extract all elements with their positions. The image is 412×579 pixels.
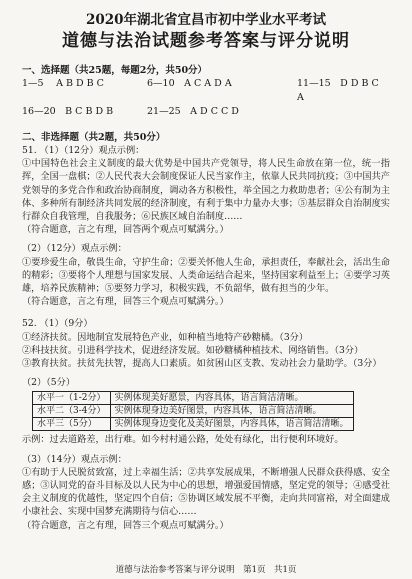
answer-row <box>22 77 390 105</box>
q51-2-note: （符合题意，言之有理，回答三个观点可赋满分。） <box>22 296 229 308</box>
criteria-cell: 实例体现身边变化及美好图景，内容具体，语言简洁清晰。 <box>110 418 353 431</box>
q52-3-answer: ①有助于人民脱贫致富，过上幸福生活；②共享发展成果，不断增强人民群众获得感、安全感；③认同党的奋斗目标及以人民为中心的思想，增强爱国情感，坚定党的领导；④感受社会主义制度的优越性，坚定四个自信；⑤协调区域发展不平衡，走向共同富裕，对全面建成小康社会、实现中国梦充满期待与信心…… <box>22 466 390 518</box>
q51-2-heading: （2）（12分）观点示例： <box>22 243 127 255</box>
answer-group: 11—15 D D B C A <box>297 78 379 103</box>
answer-row <box>22 105 390 119</box>
table-row <box>33 392 354 405</box>
table-row <box>33 418 354 431</box>
section1-heading: 一、选择题（共25题，每题2分，共50分） <box>22 65 208 76</box>
q52-1-heading: 52. （1）（9分） <box>22 318 93 330</box>
level-cell: 水平二（3-4分） <box>33 405 111 418</box>
q51-1-heading: 51. （1）（12分）观点示例： <box>22 145 145 156</box>
q51-1-answer: ①中国特色社会主义制度的最大优势是中国共产党领导，将人民生命放在第一位，统一指挥，全国一盘棋；②人民代表大会制度保证人民当家作主，依靠人民共同抗疫；③中国共产党领导的多党合作和政治协商制度，调动各方积极性，举全国之力救助患者；④公有制为主体、多种所有制经济共同发展的经济制度，有利于集中力量办大事；⑤基层群众自治制度实行群众自我管理，自我服务；⑥民族区域自治制度…… <box>22 158 390 223</box>
document-title: 道德与法治试题参考答案与评分说明 <box>62 31 350 51</box>
q52-1-point: ②科技扶贫。引进科学技术，促进经济发展。如砂糖橘种植技术、网络销售。（3分） <box>22 344 364 356</box>
q52-2-example: 示例：过去道路差，出行难。如今村村通公路，处处有绿化，出行便利环境好。 <box>22 434 344 446</box>
exam-title: 2020年湖北省宜昌市初中学业水平考试 <box>85 12 327 28</box>
answer-group <box>297 105 387 119</box>
q52-2-heading: （2）（5分） <box>22 377 76 389</box>
level-cell: 水平三（5分） <box>33 418 111 431</box>
section2-heading: 二、非选择题（共2题，共50分） <box>22 132 166 143</box>
table-row <box>33 405 354 418</box>
scoring-level-table <box>32 391 354 431</box>
answer-group: 16—20 B C B D B <box>22 106 114 117</box>
level-cell: 水平一（1-2分） <box>33 392 111 405</box>
page-footer: 道德与法治参考答案与评分说明 第1页 共1页 <box>115 565 297 575</box>
answer-group: 1—5 A B D B C <box>22 78 104 89</box>
q52-1-point: ①经济扶贫。因地制宜发展特色产业，如种植当地特产砂糖橘。（3分） <box>22 331 309 343</box>
answer-group: 6—10 A C A D A <box>147 78 232 89</box>
answer-group: 21—25 A D C C D <box>147 106 239 117</box>
q51-1-note: （符合题意，言之有理，回答两个观点可赋满分。） <box>22 224 229 236</box>
q52-1-point: ③教育扶贫。扶贫先扶智，提高人口素质。如贫困山区支教、发动社会力量助学。（3分） <box>22 358 382 370</box>
q52-3-note: （符合题意，言之有理，回答三个观点可赋满分。） <box>22 519 229 531</box>
criteria-cell: 实例体现身边美好图景，内容具体，语言简洁清晰。 <box>110 405 353 418</box>
q51-2-answer: ①要珍爱生命，敬畏生命，守护生命；②要关怀他人生命，承担责任，奉献社会，活出生命的精彩；③要将个人理想与国家发展、人类命运结合起来，坚持国家利益至上；④要学习英雄，培养民族精神；⑤要努力学习，积极实践，不负韶华，做有担当的少年。 <box>22 256 390 295</box>
criteria-cell: 实例体现美好愿景，内容具体，语言简洁清晰。 <box>110 392 353 405</box>
q52-3-heading: （3）（14分）观点示例： <box>22 453 127 465</box>
